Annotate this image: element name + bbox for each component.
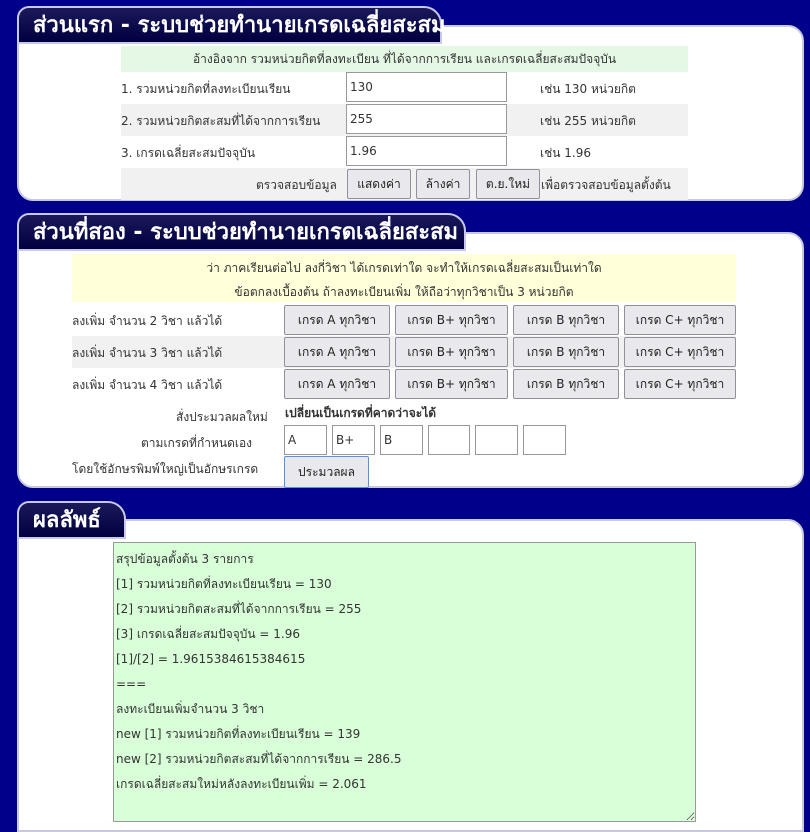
- input3-example: เช่น 1.96: [540, 146, 591, 160]
- input1-example: เช่น 130 หน่วยกิต: [540, 82, 636, 96]
- result-textarea[interactable]: [113, 542, 696, 822]
- gpa-input[interactable]: [346, 136, 507, 166]
- add2-label: ลงเพิ่ม จำนวน 2 วิชา แล้วได้: [72, 314, 223, 328]
- grade-input-3[interactable]: [380, 425, 423, 455]
- section2-header1: ว่า ภาคเรียนต่อไป ลงกี่วิชา ได้เกรดเท่าใด จะทำให้เกรดเฉลี่ยสะสมเป็นเท่าใด: [206, 261, 602, 275]
- add3-grade-bplus-button[interactable]: เกรด B+ ทุกวิชา: [395, 337, 508, 367]
- add4-grade-b-button[interactable]: เกรด B ทุกวิชา: [513, 369, 619, 399]
- custom-hint: เปลี่ยนเป็นเกรดที่คาดว่าจะได้: [285, 406, 437, 420]
- input3-label: 3. เกรดเฉลี่ยสะสมปัจจุบัน: [121, 146, 256, 160]
- check-note: เพื่อตรวจสอบข้อมูลตั้งต้น: [541, 178, 671, 192]
- grade-input-4[interactable]: [428, 425, 470, 455]
- add2-grade-cplus-button[interactable]: เกรด C+ ทุกวิชา: [624, 305, 736, 335]
- section1-header: อ้างอิงจาก รวมหน่วยกิตที่ลงทะเบียน ที่ได้จากการเรียน และเกรดเฉลี่ยสะสมปัจจุบัน: [192, 52, 617, 66]
- show-values-button[interactable]: แสดงค่า: [347, 169, 411, 199]
- grade-input-2[interactable]: [332, 425, 375, 455]
- add3-grade-b-button[interactable]: เกรด B ทุกวิชา: [513, 337, 619, 367]
- grade-input-6[interactable]: [523, 425, 566, 455]
- check-label: ตรวจสอบข้อมูล: [256, 178, 337, 192]
- add3-grade-a-button[interactable]: เกรด A ทุกวิชา: [284, 337, 390, 367]
- credits-earned-input[interactable]: [346, 104, 507, 134]
- add2-grade-bplus-button[interactable]: เกรด B+ ทุกวิชา: [395, 305, 508, 335]
- grade-input-5[interactable]: [475, 425, 518, 455]
- section2-header2: ข้อตกลงเบื้องต้น ถ้าลงทะเบียนเพิ่ม ให้ถือว่าทุกวิชาเป็น 3 หน่วยกิต: [234, 285, 574, 299]
- clear-values-button[interactable]: ล้างค่า: [416, 169, 470, 199]
- grade-input-1[interactable]: [284, 425, 327, 455]
- add4-label: ลงเพิ่ม จำนวน 4 วิชา แล้วได้: [72, 378, 223, 392]
- section3-tab: ผลลัพธ์: [17, 501, 126, 539]
- process-button[interactable]: ประมวลผล: [284, 456, 369, 488]
- add3-label: ลงเพิ่ม จำนวน 3 วิชา แล้วได้: [72, 346, 223, 360]
- new-example-button[interactable]: ต.ย.ใหม่: [476, 169, 540, 199]
- section2-tab: ส่วนที่สอง - ระบบช่วยทำนายเกรดเฉลี่ยสะสม: [17, 213, 466, 251]
- add4-grade-cplus-button[interactable]: เกรด C+ ทุกวิชา: [624, 369, 736, 399]
- custom-label-2: ตามเกรดที่กำหนดเอง: [141, 436, 253, 450]
- add4-grade-bplus-button[interactable]: เกรด B+ ทุกวิชา: [395, 369, 508, 399]
- custom-label-1: สั่งประมวลผลใหม่: [176, 410, 268, 424]
- add2-grade-a-button[interactable]: เกรด A ทุกวิชา: [284, 305, 390, 335]
- credits-registered-input[interactable]: [346, 72, 507, 102]
- input2-example: เช่น 255 หน่วยกิต: [540, 114, 636, 128]
- add2-grade-b-button[interactable]: เกรด B ทุกวิชา: [513, 305, 619, 335]
- input1-label: 1. รวมหน่วยกิตที่ลงทะเบียนเรียน: [121, 82, 291, 96]
- section1-tab: ส่วนแรก - ระบบช่วยทำนายเกรดเฉลี่ยสะสม: [17, 6, 442, 44]
- add4-grade-a-button[interactable]: เกรด A ทุกวิชา: [284, 369, 390, 399]
- custom-label-3: โดยใช้อักษรพิมพ์ใหญ่เป็นอักษรเกรด: [72, 462, 259, 476]
- input2-label: 2. รวมหน่วยกิตสะสมที่ได้จากการเรียน: [121, 114, 321, 128]
- add3-grade-cplus-button[interactable]: เกรด C+ ทุกวิชา: [624, 337, 736, 367]
